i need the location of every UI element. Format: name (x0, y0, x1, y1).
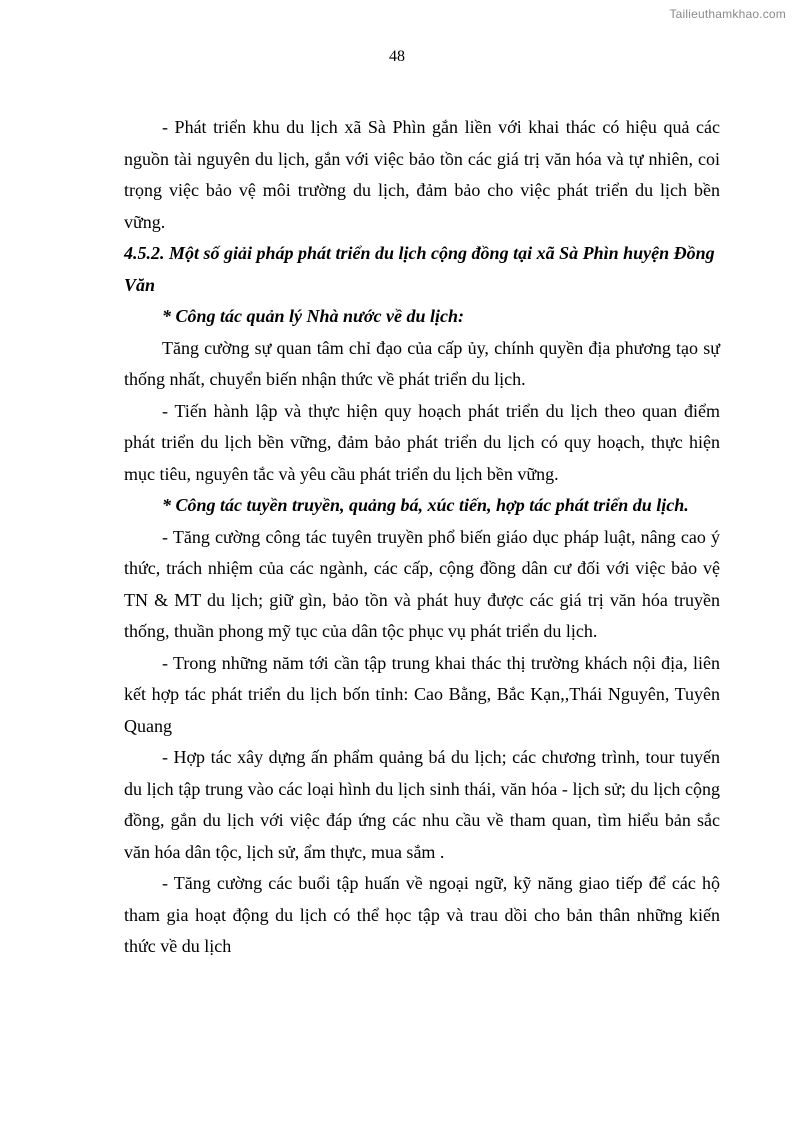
watermark-text: Tailieuthamkhao.com (669, 7, 786, 21)
paragraph-planning: - Tiến hành lập và thực hiện quy hoạch phát triển du lịch theo quan điểm phát triển du lịch bền vững, đảm bảo phát triển du lịch có quy hoạch, thực hiện mục tiêu, nguyên tắc và yêu cầu phát triển du lịch bền vững. (124, 400, 720, 484)
paragraph-awareness: - Tăng cường công tác tuyên truyền phổ biến giáo dục pháp luật, nâng cao ý thức, trách nhiệm của các ngành, các cấp, cộng đồng dân cư đối với việc bảo vệ TN & MT du lịch; giữ gìn, bảo tồn và phát huy được các giá trị văn hóa truyền thống, thuần phong mỹ tục của dân tộc phục vụ phát triển du lịch. (124, 526, 720, 641)
paragraph-leadership: Tăng cường sự quan tâm chỉ đạo của cấp ủy, chính quyền địa phương tạo sự thống nhất, chuyển biến nhận thức về phát triển du lịch. (124, 337, 720, 389)
paragraph-domestic-market: - Trong những năm tới cần tập trung khai thác thị trường khách nội địa, liên kết hợp tác phát triển du lịch bốn tỉnh: Cao Bằng, Bắc Kạn,,Thái Nguyên, Tuyên Quang (124, 652, 720, 736)
paragraph-development-goal: - Phát triển khu du lịch xã Sà Phìn gắn liền với khai thác có hiệu quả các nguồn tài nguyên du lịch, gắn với việc bảo tồn các giá trị văn hóa và tự nhiên, coi trọng việc bảo vệ môi trường du lịch, đảm bảo cho việc phát triển du lịch bền vững. (124, 117, 720, 232)
paragraph-publications: - Hợp tác xây dựng ấn phẩm quảng bá du lịch; các chương trình, tour tuyến du lịch tập trung vào các loại hình du lịch sinh thái, văn hóa - lịch sử; du lịch cộng đồng, gắn du lịch với việc đáp ứng các nhu cầu về tham quan, tìm hiểu bản sắc văn hóa dân tộc, lịch sử, ẩm thực, mua sắm . (124, 747, 720, 862)
document-body (124, 112, 720, 963)
subheading-state-management: * Công tác quản lý Nhà nước về du lịch: (162, 306, 464, 326)
subheading-promotion: * Công tác tuyền truyền, quảng bá, xúc tiến, hợp tác phát triển du lịch. (162, 495, 689, 515)
paragraph-training: - Tăng cường các buổi tập huấn về ngoại ngữ, kỹ năng giao tiếp để các hộ tham gia hoạt động du lịch có thể học tập và trau dồi cho bản thân những kiến thức về du lịch (124, 873, 720, 956)
page-number: 48 (389, 48, 405, 65)
section-heading-4-5-2: 4.5.2. Một số giải pháp phát triển du lịch cộng đồng tại xã Sà Phìn huyện Đồng Văn (124, 243, 715, 295)
